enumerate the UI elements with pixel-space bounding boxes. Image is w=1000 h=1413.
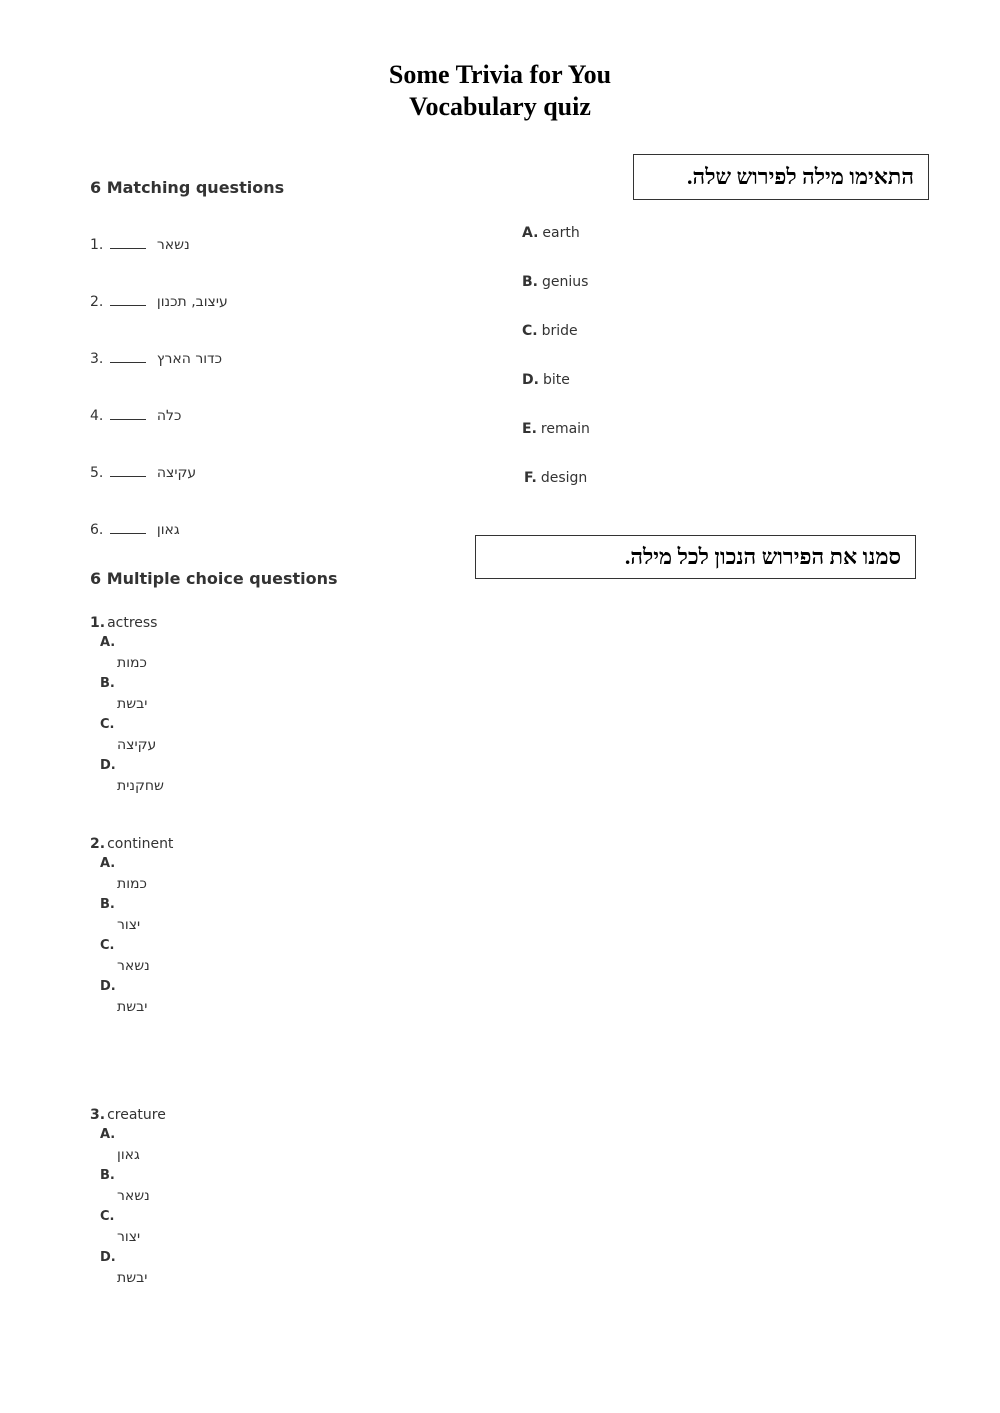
mc-option-letter[interactable]: D. [100, 1250, 116, 1265]
question-word: עקיצה [156, 465, 197, 481]
mc-option-letter[interactable]: B. [100, 1168, 115, 1183]
answer-letter: B. [522, 274, 538, 290]
matching-question[interactable] [90, 290, 228, 314]
mc-option-text[interactable]: יצור [117, 917, 141, 933]
mc-option-text[interactable]: כמות [117, 876, 147, 892]
mc-question-word: creature [107, 1107, 166, 1123]
answer-text: design [540, 470, 588, 486]
mc-option-text[interactable]: שחקנית [117, 778, 164, 794]
mc-option-letter[interactable]: C. [100, 717, 115, 732]
matching-answer[interactable] [522, 369, 570, 391]
mc-option-letter[interactable]: A. [100, 856, 116, 871]
answer-letter: E. [522, 421, 537, 437]
answer-text: remain [540, 421, 590, 437]
multiple-choice-heading: 6 Multiple choice questions [90, 569, 338, 588]
answer-blank[interactable] [110, 348, 146, 363]
mc-question-number: 1. [90, 615, 106, 631]
page-title: Some Trivia for You [388, 60, 612, 89]
mc-option-letter[interactable]: C. [100, 1209, 115, 1224]
matching-answer[interactable] [524, 467, 587, 489]
question-number: 3. [90, 351, 104, 367]
mc-question-number: 3. [90, 1107, 106, 1123]
mc-option-text[interactable]: יצור [117, 1229, 141, 1245]
matching-question[interactable] [90, 461, 196, 485]
answer-text: bite [542, 372, 570, 388]
mc-option-text[interactable]: יבשת [117, 999, 148, 1015]
answer-blank[interactable] [110, 234, 146, 249]
matching-instructions: התאימו מילה לפירוש שלה. [633, 154, 929, 200]
answer-blank[interactable] [110, 405, 146, 420]
page-subtitle: Vocabulary quiz [409, 92, 591, 121]
question-number: 6. [90, 522, 104, 538]
question-word: כדור הארץ [156, 351, 223, 367]
answer-letter: C. [522, 323, 538, 339]
mc-question-stem [90, 834, 173, 854]
mc-option-text[interactable]: נשאר [117, 958, 150, 974]
question-number: 2. [90, 294, 104, 310]
matching-answer[interactable] [522, 271, 588, 293]
mc-option-letter[interactable]: A. [100, 1127, 116, 1142]
matching-question[interactable] [90, 518, 180, 542]
matching-question[interactable] [90, 404, 181, 428]
answer-letter: D. [522, 372, 539, 388]
answer-letter: A. [522, 225, 539, 241]
question-word: עיצוב, תכנון [156, 294, 228, 310]
question-word: כלה [156, 408, 182, 424]
mc-option-letter[interactable]: B. [100, 676, 115, 691]
mc-option-letter[interactable]: D. [100, 979, 116, 994]
mc-option-letter[interactable]: D. [100, 758, 116, 773]
mc-option-letter[interactable]: C. [100, 938, 115, 953]
question-number: 4. [90, 408, 104, 424]
mc-question [90, 613, 164, 797]
matching-heading: 6 Matching questions [90, 178, 285, 197]
answer-text: genius [542, 274, 589, 290]
matching-question[interactable] [90, 233, 190, 257]
mc-option-text[interactable]: עקיצה [117, 737, 157, 753]
mc-option-text[interactable]: יבשת [117, 1270, 148, 1286]
mc-option-text[interactable]: נשאר [117, 1188, 150, 1204]
question-number: 1. [90, 237, 104, 253]
mc-option-letter[interactable]: B. [100, 897, 115, 912]
answer-blank[interactable] [110, 291, 146, 306]
mc-question [90, 1105, 166, 1289]
matching-answer[interactable] [522, 222, 580, 244]
mc-option-letter[interactable]: A. [100, 635, 116, 650]
mc-question-word: actress [107, 615, 158, 631]
mc-question [90, 834, 173, 1018]
mc-question-stem [90, 613, 164, 633]
answer-text: earth [542, 225, 580, 241]
multiple-choice-instructions: סמנו את הפירוש הנכון לכל מילה. [475, 535, 916, 579]
matching-answer[interactable] [522, 320, 578, 342]
question-word: גאון [156, 522, 180, 538]
mc-question-number: 2. [90, 836, 106, 852]
mc-option-text[interactable]: גאון [117, 1147, 140, 1163]
question-word: נשאר [156, 237, 190, 253]
answer-blank[interactable] [110, 462, 146, 477]
answer-blank[interactable] [110, 519, 146, 534]
answer-letter: F. [524, 470, 537, 486]
question-number: 5. [90, 465, 104, 481]
mc-option-text[interactable]: יבשת [117, 696, 148, 712]
mc-question-word: continent [107, 836, 174, 852]
matching-question[interactable] [90, 347, 222, 371]
matching-answer[interactable] [522, 418, 590, 440]
answer-text: bride [541, 323, 578, 339]
mc-question-stem [90, 1105, 166, 1125]
mc-option-text[interactable]: כמות [117, 655, 147, 671]
